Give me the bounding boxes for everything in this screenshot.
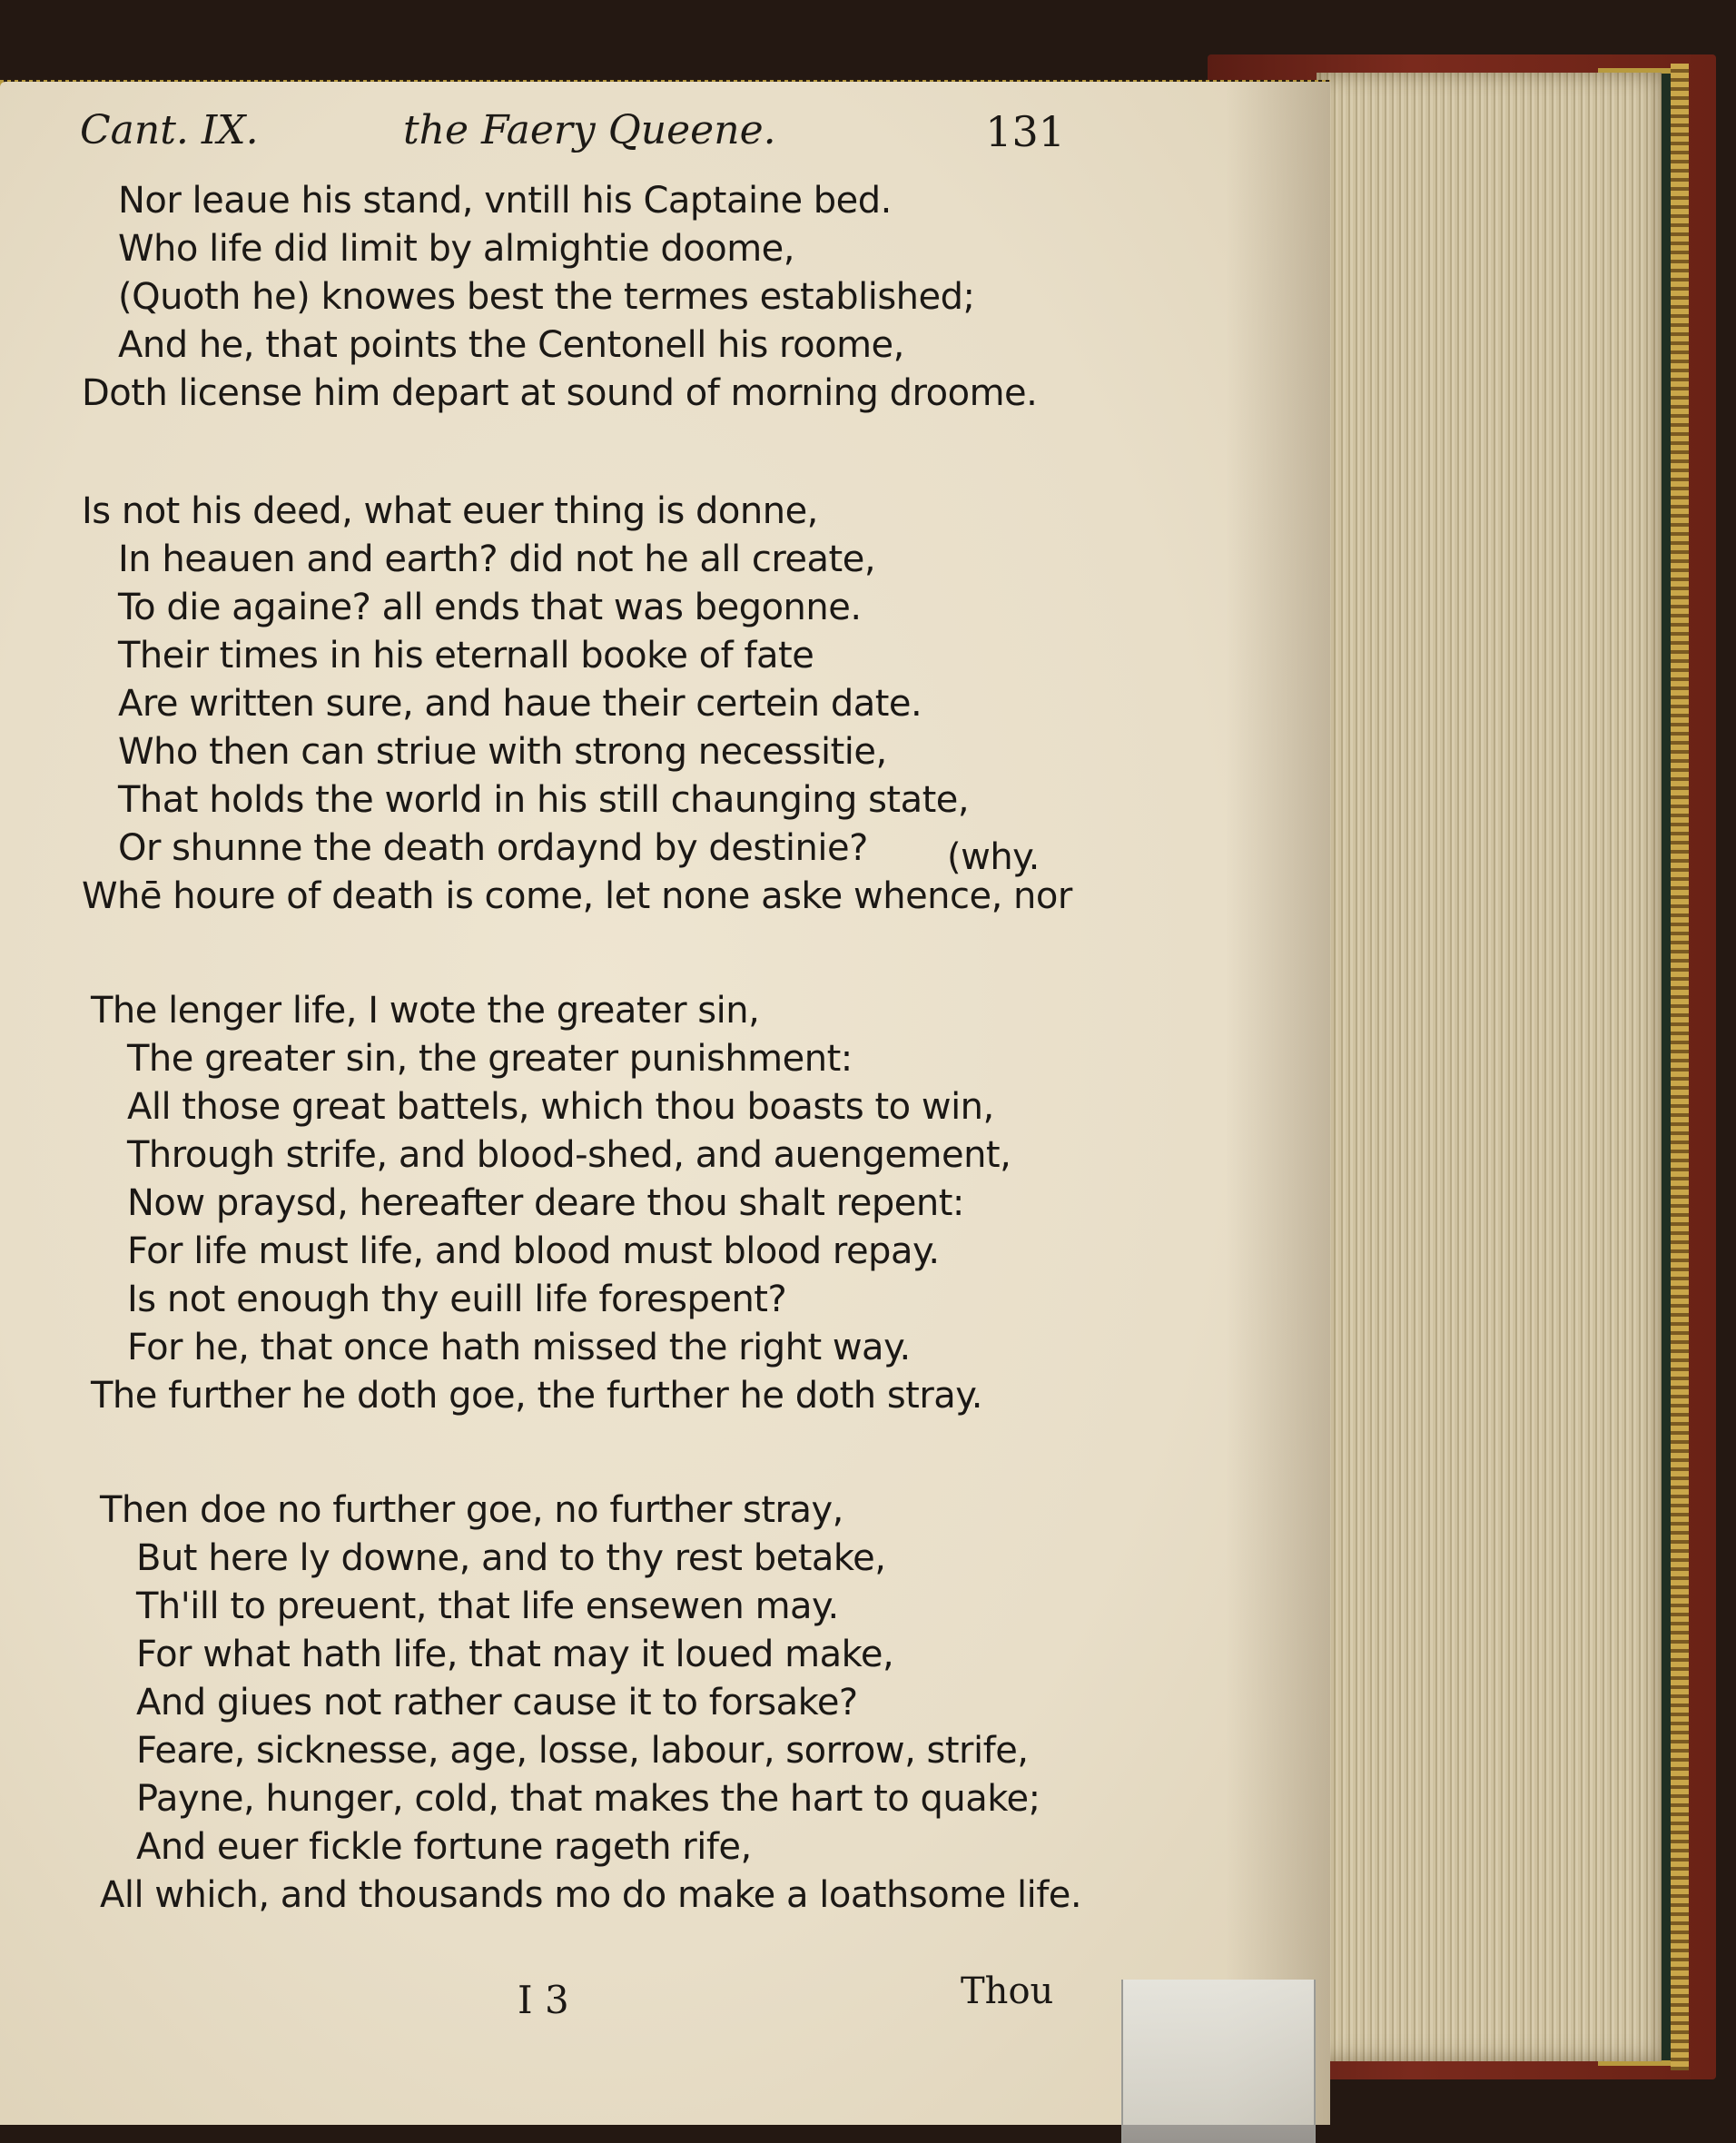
verse-line: Doth license him depart at sound of morning droome. bbox=[82, 372, 1038, 414]
verse-line: Whē houre of death is come, let none aske whence, nor bbox=[82, 875, 1072, 917]
verse-line: And euer fickle fortune rageth rife, bbox=[136, 1826, 752, 1868]
verse-line: (Quoth he) knowes best the termes established; bbox=[118, 276, 975, 318]
verse-line: Th'ill to preuent, that life ensewen may. bbox=[136, 1585, 839, 1627]
verse-line: Payne, hunger, cold, that makes the hart to quake; bbox=[136, 1778, 1041, 1820]
verse-line: Or shunne the death ordaynd by destinie? bbox=[118, 827, 868, 869]
verse-line: Who then can striue with strong necessitie, bbox=[118, 731, 887, 773]
verse-line: For he, that once hath missed the right way. bbox=[127, 1327, 911, 1368]
verse-line: Now praysd, hereafter deare thou shalt repent: bbox=[127, 1182, 964, 1224]
canto-label: Cant. IX. bbox=[80, 107, 259, 153]
running-header bbox=[80, 107, 1065, 171]
verse-line: Through strife, and blood-shed, and auengement, bbox=[127, 1134, 1011, 1176]
verse-line: And giues not rather cause it to forsake? bbox=[136, 1682, 858, 1723]
verse-line: Who life did limit by almightie doome, bbox=[118, 228, 795, 270]
page-weight bbox=[1121, 1980, 1316, 2143]
verse-line: All which, and thousands mo do make a loathsome life. bbox=[100, 1874, 1082, 1916]
gutter-shadow bbox=[1226, 82, 1330, 2125]
verse-turnover: (why. bbox=[947, 836, 1040, 878]
page-stack-fore-edge bbox=[1317, 73, 1662, 2061]
signature-mark: I 3 bbox=[518, 1978, 569, 2022]
verse-line: Feare, sicknesse, age, losse, labour, sorrow, strife, bbox=[136, 1730, 1029, 1772]
cover-gilt-border bbox=[1671, 64, 1689, 2070]
page-number: 131 bbox=[985, 107, 1065, 156]
verse-line: To die againe? all ends that was begonne. bbox=[118, 587, 862, 628]
verse-line: The greater sin, the greater punishment: bbox=[127, 1038, 853, 1080]
verse-line: Nor leaue his stand, vntill his Captaine bed. bbox=[118, 180, 892, 222]
verse-line: In heauen and earth? did not he all create, bbox=[118, 538, 876, 580]
verse-line: For what hath life, that may it loued make, bbox=[136, 1634, 894, 1675]
verse-line: Is not his deed, what euer thing is donne, bbox=[82, 490, 818, 532]
verse-line: That holds the world in his still chaunging state, bbox=[118, 779, 970, 821]
running-title: the Faery Queene. bbox=[403, 107, 776, 153]
verse-line: Is not enough thy euill life forespent? bbox=[127, 1279, 787, 1320]
catchword: Thou bbox=[961, 1970, 1054, 2012]
verse-line: All those great battels, which thou boasts to win, bbox=[127, 1086, 994, 1128]
verse-line: Their times in his eternall booke of fate bbox=[118, 635, 814, 676]
verse-line: Are written sure, and haue their certein date. bbox=[118, 683, 922, 725]
verse-line: For life must life, and blood must blood repay. bbox=[127, 1230, 940, 1272]
verse-line: But here ly downe, and to thy rest betake, bbox=[136, 1537, 886, 1579]
verse-line: The further he doth goe, the further he doth stray. bbox=[91, 1375, 982, 1417]
verse-line: And he, that points the Centonell his roome, bbox=[118, 324, 904, 366]
verse-line: The lenger life, I wote the greater sin, bbox=[91, 990, 760, 1032]
verse-line: Then doe no further goe, no further stray, bbox=[100, 1489, 843, 1531]
